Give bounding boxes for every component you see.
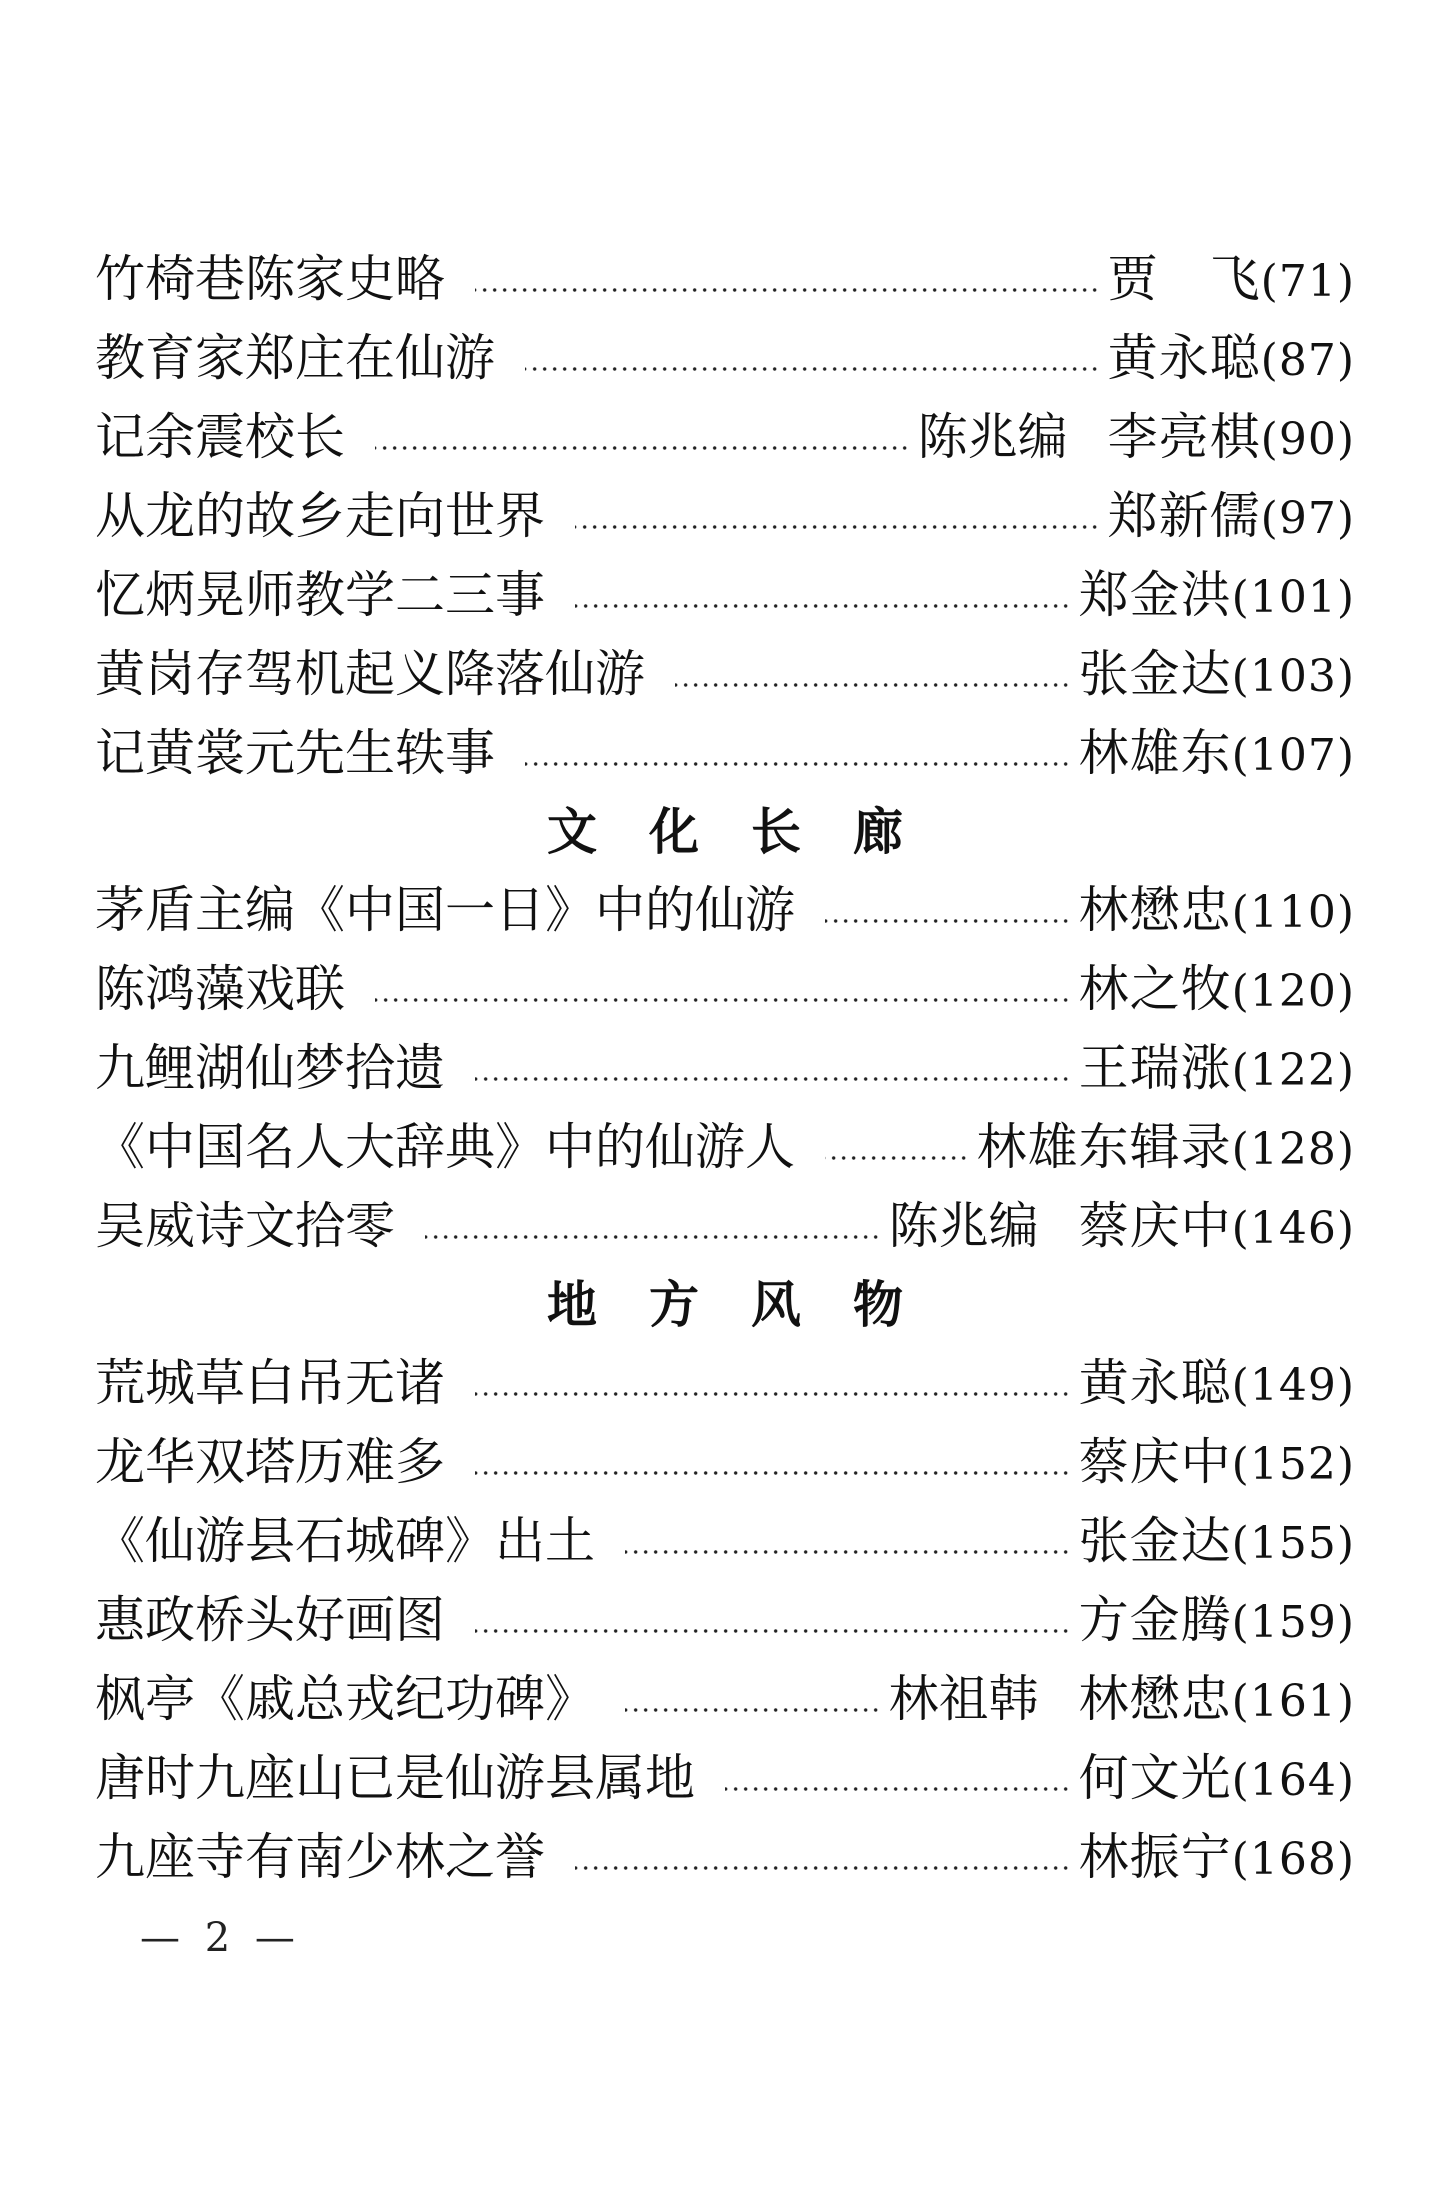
toc-entry[interactable] bbox=[95, 1029, 1355, 1108]
entry-page-number: (71) bbox=[1260, 256, 1355, 307]
entry-title: 《中国名人大辞典》中的仙游人 bbox=[95, 1118, 795, 1176]
entry-author: 黄永聪 bbox=[1078, 1354, 1232, 1412]
toc-entry[interactable] bbox=[95, 556, 1355, 635]
entry-page-number: (149) bbox=[1231, 1360, 1355, 1411]
entry-title: 竹椅巷陈家史略 bbox=[95, 250, 445, 308]
entry-page-number: (110) bbox=[1231, 887, 1355, 938]
dot-leader bbox=[625, 1549, 1071, 1555]
entry-compiler: 陈兆编 bbox=[888, 1197, 1039, 1255]
page-number: — 2 — bbox=[140, 1915, 301, 1961]
entry-page-number: (87) bbox=[1260, 335, 1355, 386]
entry-author: 林之牧 bbox=[1078, 960, 1232, 1018]
entry-page-number: (103) bbox=[1231, 651, 1355, 702]
entry-page-number: (168) bbox=[1231, 1834, 1355, 1885]
toc-entry[interactable] bbox=[95, 1581, 1355, 1660]
toc-entry[interactable] bbox=[95, 1818, 1355, 1897]
section-heading: 文化长廊 bbox=[547, 802, 955, 861]
toc-entry[interactable] bbox=[95, 871, 1355, 950]
entry-title: 记余震校长 bbox=[95, 408, 345, 466]
entry-title: 记黄裳元先生轶事 bbox=[95, 724, 495, 782]
entry-page-number: (159) bbox=[1231, 1597, 1355, 1648]
entry-page-number: (90) bbox=[1260, 414, 1355, 465]
toc-entry[interactable] bbox=[95, 1502, 1355, 1581]
entry-title: 忆炳晃师教学二三事 bbox=[95, 566, 545, 624]
entry-title: 惠政桥头好画图 bbox=[95, 1591, 445, 1649]
dot-leader bbox=[725, 1786, 1071, 1792]
dot-leader bbox=[375, 997, 1071, 1003]
entry-title: 枫亭《戚总戎纪功碑》 bbox=[95, 1670, 595, 1728]
dot-leader bbox=[575, 524, 1100, 530]
dot-leader bbox=[525, 761, 1071, 767]
dot-leader bbox=[525, 366, 1100, 372]
toc-entry[interactable] bbox=[95, 1739, 1355, 1818]
entry-title: 唐时九座山已是仙游县属地 bbox=[95, 1749, 695, 1807]
entry-page-number: (128) bbox=[1231, 1124, 1355, 1175]
entry-title: 从龙的故乡走向世界 bbox=[95, 487, 545, 545]
entry-title: 茅盾主编《中国一日》中的仙游 bbox=[95, 881, 795, 939]
toc-entry[interactable] bbox=[95, 1108, 1355, 1187]
entry-title: 教育家郑庄在仙游 bbox=[95, 329, 495, 387]
entry-title: 九座寺有南少林之誉 bbox=[95, 1828, 545, 1886]
toc-entry[interactable] bbox=[95, 240, 1355, 319]
entry-author: 郑新儒 bbox=[1107, 487, 1261, 545]
entry-title: 龙华双塔历难多 bbox=[95, 1433, 445, 1491]
entry-title: 黄岗存驾机起义降落仙游 bbox=[95, 645, 645, 703]
dot-leader bbox=[575, 1865, 1071, 1871]
dot-leader bbox=[625, 1707, 881, 1713]
entry-compiler: 林祖韩 bbox=[888, 1670, 1039, 1728]
entry-title: 荒城草白吊无诸 bbox=[95, 1354, 445, 1412]
toc-entry[interactable] bbox=[95, 1344, 1355, 1423]
entry-author: 林懋忠 bbox=[1078, 881, 1232, 939]
entry-title: 吴威诗文拾零 bbox=[95, 1197, 395, 1255]
entry-title: 九鲤湖仙梦拾遗 bbox=[95, 1039, 445, 1097]
entry-author: 方金腾 bbox=[1078, 1591, 1232, 1649]
dot-leader bbox=[475, 287, 1100, 293]
dot-leader bbox=[425, 1234, 881, 1240]
dot-leader bbox=[675, 682, 1071, 688]
entry-page-number: (122) bbox=[1231, 1045, 1355, 1096]
entry-author: 黄永聪 bbox=[1107, 329, 1261, 387]
entry-page-number: (120) bbox=[1231, 966, 1355, 1017]
dot-leader bbox=[375, 445, 910, 451]
entry-page-number: (101) bbox=[1231, 572, 1355, 623]
entry-author: 张金达 bbox=[1078, 645, 1232, 703]
toc-entry[interactable] bbox=[95, 950, 1355, 1029]
dot-leader bbox=[825, 1155, 969, 1161]
toc-entry[interactable] bbox=[95, 1660, 1355, 1739]
toc-entry[interactable] bbox=[95, 635, 1355, 714]
entry-page-number: (161) bbox=[1231, 1676, 1355, 1727]
table-of-contents bbox=[95, 240, 1355, 1897]
entry-page-number: (97) bbox=[1260, 493, 1355, 544]
entry-author: 李亮棋 bbox=[1107, 408, 1261, 466]
toc-entry[interactable] bbox=[95, 1423, 1355, 1502]
entry-author: 林雄东 bbox=[1078, 724, 1232, 782]
toc-entry[interactable] bbox=[95, 477, 1355, 556]
dot-leader bbox=[475, 1628, 1071, 1634]
entry-author: 林振宁 bbox=[1078, 1828, 1232, 1886]
entry-title: 陈鸿藻戏联 bbox=[95, 960, 345, 1018]
entry-author: 贾 飞 bbox=[1107, 250, 1261, 308]
entry-page-number: (164) bbox=[1231, 1755, 1355, 1806]
dot-leader bbox=[475, 1391, 1071, 1397]
dot-leader bbox=[825, 918, 1071, 924]
entry-author: 蔡庆中 bbox=[1078, 1197, 1232, 1255]
entry-title: 《仙游县石城碑》出土 bbox=[95, 1512, 595, 1570]
dot-leader bbox=[475, 1470, 1071, 1476]
toc-entry[interactable] bbox=[95, 1187, 1355, 1266]
toc-entry[interactable] bbox=[95, 714, 1355, 793]
entry-page-number: (107) bbox=[1231, 730, 1355, 781]
entry-compiler: 陈兆编 bbox=[917, 408, 1068, 466]
toc-entry[interactable] bbox=[95, 398, 1355, 477]
entry-author: 王瑞涨 bbox=[1078, 1039, 1232, 1097]
entry-author: 林懋忠 bbox=[1078, 1670, 1232, 1728]
entry-author: 何文光 bbox=[1078, 1749, 1232, 1807]
entry-author: 郑金洪 bbox=[1078, 566, 1232, 624]
entry-page-number: (155) bbox=[1231, 1518, 1355, 1569]
entry-author: 张金达 bbox=[1078, 1512, 1232, 1570]
entry-author: 林雄东辑录 bbox=[976, 1118, 1232, 1176]
dot-leader bbox=[475, 1076, 1071, 1082]
toc-entry[interactable] bbox=[95, 319, 1355, 398]
section-heading: 地方风物 bbox=[547, 1275, 955, 1334]
entry-page-number: (146) bbox=[1231, 1203, 1355, 1254]
dot-leader bbox=[575, 603, 1071, 609]
entry-author: 蔡庆中 bbox=[1078, 1433, 1232, 1491]
entry-page-number: (152) bbox=[1231, 1439, 1355, 1490]
